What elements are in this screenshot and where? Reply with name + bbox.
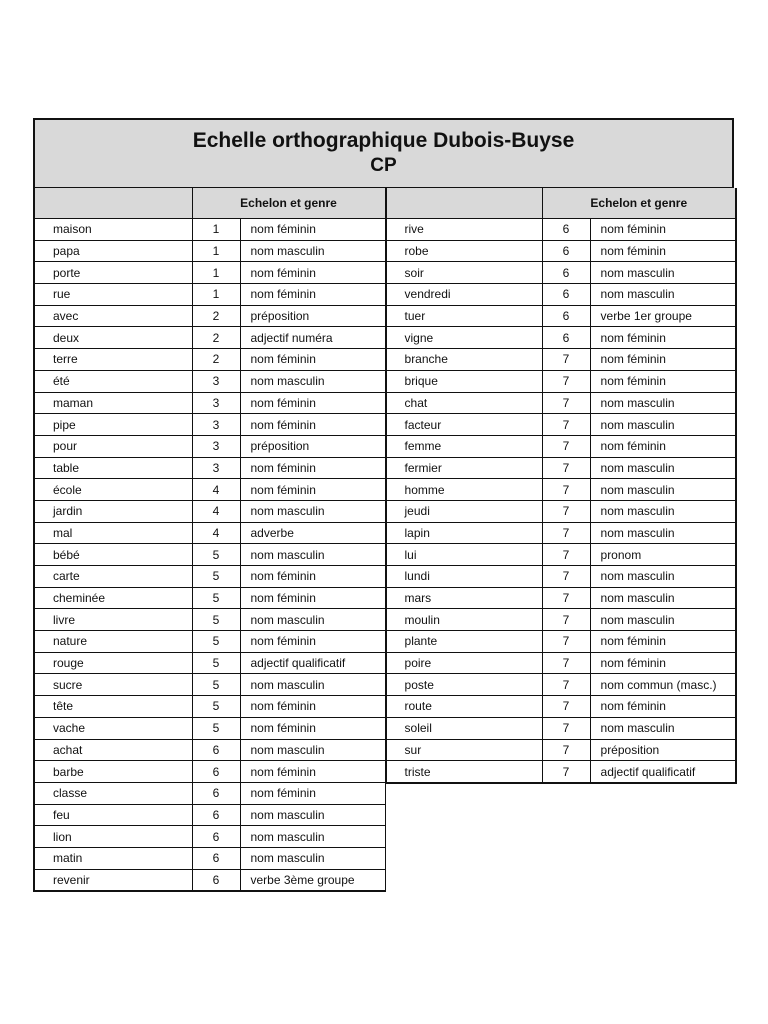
word-cell: livre [34, 609, 192, 631]
genre-cell: nom féminin [240, 761, 385, 783]
word-cell: lundi [386, 566, 542, 588]
left-header-row [34, 188, 385, 219]
word-cell: branche [386, 349, 542, 371]
echelon-cell: 3 [192, 414, 240, 436]
word-cell: rive [386, 219, 542, 241]
genre-cell: adjectif numéra [240, 327, 385, 349]
table-row [386, 717, 736, 739]
echelon-cell: 6 [192, 804, 240, 826]
genre-cell: nom masculin [240, 826, 385, 848]
word-cell: poire [386, 652, 542, 674]
word-cell: poste [386, 674, 542, 696]
echelon-cell: 7 [542, 500, 590, 522]
echelon-cell: 5 [192, 566, 240, 588]
genre-cell: nom féminin [590, 219, 736, 241]
word-cell: sucre [34, 674, 192, 696]
genre-cell: nom féminin [590, 370, 736, 392]
genre-cell: nom féminin [240, 349, 385, 371]
table-row [34, 305, 385, 327]
word-cell: facteur [386, 414, 542, 436]
word-cell: brique [386, 370, 542, 392]
table-row [34, 457, 385, 479]
word-cell: jardin [34, 500, 192, 522]
genre-cell: nom masculin [240, 500, 385, 522]
word-cell: moulin [386, 609, 542, 631]
echelon-cell: 4 [192, 522, 240, 544]
word-cell: revenir [34, 869, 192, 891]
echelon-cell: 6 [542, 284, 590, 306]
table-row [34, 869, 385, 891]
word-cell: matin [34, 847, 192, 869]
word-cell: école [34, 479, 192, 501]
word-cell: mal [34, 522, 192, 544]
echelon-cell: 7 [542, 457, 590, 479]
table-row [34, 761, 385, 783]
table-row [386, 674, 736, 696]
table-row [34, 717, 385, 739]
genre-cell: nom masculin [590, 479, 736, 501]
genre-cell: nom féminin [590, 240, 736, 262]
echelon-cell: 7 [542, 479, 590, 501]
word-cell: classe [34, 782, 192, 804]
table-row [386, 739, 736, 761]
word-cell: barbe [34, 761, 192, 783]
table-row [386, 305, 736, 327]
echelon-cell: 1 [192, 219, 240, 241]
word-cell: papa [34, 240, 192, 262]
table-row [34, 847, 385, 869]
echelon-cell: 1 [192, 240, 240, 262]
echelon-cell: 6 [192, 847, 240, 869]
echelon-cell: 5 [192, 544, 240, 566]
table-row [386, 435, 736, 457]
table-row [34, 739, 385, 761]
echelon-cell: 5 [192, 609, 240, 631]
genre-cell: nom féminin [240, 479, 385, 501]
genre-cell: adverbe [240, 522, 385, 544]
genre-cell: nom masculin [240, 674, 385, 696]
word-cell: jeudi [386, 500, 542, 522]
genre-cell: nom masculin [590, 262, 736, 284]
word-cell: maman [34, 392, 192, 414]
echelon-cell: 6 [542, 240, 590, 262]
genre-cell: nom masculin [590, 717, 736, 739]
title-box [33, 118, 734, 188]
echelon-cell: 5 [192, 631, 240, 653]
genre-cell: nom féminin [240, 566, 385, 588]
document-subtitle: CP [370, 155, 397, 176]
genre-cell: nom masculin [590, 566, 736, 588]
table-row [386, 500, 736, 522]
echelon-cell: 3 [192, 457, 240, 479]
word-cell: table [34, 457, 192, 479]
word-cell: lui [386, 544, 542, 566]
genre-cell: nom féminin [240, 696, 385, 718]
word-cell: avec [34, 305, 192, 327]
echelon-cell: 2 [192, 305, 240, 327]
genre-cell: nom masculin [240, 544, 385, 566]
genre-cell: nom féminin [590, 435, 736, 457]
echelon-cell: 7 [542, 652, 590, 674]
table-row [34, 522, 385, 544]
word-cell: triste [386, 761, 542, 783]
word-cell: deux [34, 327, 192, 349]
word-cell: homme [386, 479, 542, 501]
word-cell: tuer [386, 305, 542, 327]
echelon-cell: 7 [542, 587, 590, 609]
word-cell: femme [386, 435, 542, 457]
echelon-cell: 1 [192, 284, 240, 306]
echelon-cell: 7 [542, 522, 590, 544]
table-row [34, 435, 385, 457]
echelon-cell: 2 [192, 349, 240, 371]
echelon-cell: 6 [192, 782, 240, 804]
genre-cell: adjectif qualificatif [240, 652, 385, 674]
table-row [386, 631, 736, 653]
echelon-cell: 1 [192, 262, 240, 284]
genre-cell: nom féminin [240, 782, 385, 804]
echelon-cell: 6 [192, 761, 240, 783]
word-cell: feu [34, 804, 192, 826]
table-row [386, 566, 736, 588]
genre-cell: nom féminin [240, 457, 385, 479]
table-row [34, 696, 385, 718]
table-row [34, 804, 385, 826]
echelon-cell: 4 [192, 500, 240, 522]
table-row [34, 240, 385, 262]
table-row [386, 587, 736, 609]
echelon-cell: 6 [542, 305, 590, 327]
genre-cell: nom masculin [240, 609, 385, 631]
echelon-cell: 5 [192, 696, 240, 718]
genre-cell: nom féminin [590, 696, 736, 718]
table-row [34, 479, 385, 501]
word-cell: vendredi [386, 284, 542, 306]
table-row [34, 500, 385, 522]
echelon-cell: 7 [542, 414, 590, 436]
document-title: Echelle orthographique Dubois-Buyse [192, 129, 575, 152]
genre-cell: adjectif qualificatif [590, 761, 736, 783]
word-cell: sur [386, 739, 542, 761]
genre-cell: préposition [240, 305, 385, 327]
echelon-cell: 7 [542, 717, 590, 739]
word-cell: pipe [34, 414, 192, 436]
left-word-table [33, 188, 386, 892]
table-columns [33, 188, 734, 892]
genre-cell: nom masculin [590, 392, 736, 414]
echelon-cell: 7 [542, 696, 590, 718]
table-row [386, 761, 736, 783]
right-word-table [386, 188, 738, 784]
word-cell: rouge [34, 652, 192, 674]
genre-cell: nom masculin [240, 804, 385, 826]
word-cell: mars [386, 587, 542, 609]
genre-cell: nom féminin [240, 262, 385, 284]
table-row [34, 219, 385, 241]
spelling-scale-sheet [33, 118, 734, 892]
table-row [386, 609, 736, 631]
echelon-cell: 7 [542, 349, 590, 371]
table-row [34, 392, 385, 414]
table-row [34, 370, 385, 392]
right-word-header [386, 188, 542, 219]
table-row [386, 522, 736, 544]
echelon-cell: 5 [192, 587, 240, 609]
genre-cell: nom masculin [590, 414, 736, 436]
echelon-cell: 7 [542, 392, 590, 414]
echelon-cell: 2 [192, 327, 240, 349]
right-echelon-genre-header: Echelon et genre [542, 188, 736, 219]
echelon-cell: 5 [192, 674, 240, 696]
echelon-cell: 7 [542, 544, 590, 566]
genre-cell: nom féminin [590, 652, 736, 674]
table-row [386, 544, 736, 566]
table-row [34, 284, 385, 306]
table-row [386, 327, 736, 349]
table-row [386, 652, 736, 674]
table-row [34, 826, 385, 848]
genre-cell: nom féminin [240, 392, 385, 414]
echelon-cell: 6 [192, 739, 240, 761]
word-cell: fermier [386, 457, 542, 479]
echelon-cell: 3 [192, 435, 240, 457]
echelon-cell: 7 [542, 435, 590, 457]
table-row [34, 349, 385, 371]
echelon-cell: 6 [542, 219, 590, 241]
word-cell: achat [34, 739, 192, 761]
word-cell: route [386, 696, 542, 718]
right-header-row [386, 188, 736, 219]
table-row [386, 370, 736, 392]
table-row [386, 414, 736, 436]
echelon-cell: 6 [542, 262, 590, 284]
table-row [386, 696, 736, 718]
echelon-cell: 6 [192, 869, 240, 891]
word-cell: maison [34, 219, 192, 241]
word-cell: lion [34, 826, 192, 848]
genre-cell: nom masculin [240, 739, 385, 761]
word-cell: lapin [386, 522, 542, 544]
word-cell: porte [34, 262, 192, 284]
left-table-body [34, 219, 385, 892]
table-row [386, 479, 736, 501]
echelon-cell: 7 [542, 609, 590, 631]
echelon-cell: 7 [542, 761, 590, 783]
echelon-cell: 7 [542, 739, 590, 761]
table-row [386, 457, 736, 479]
word-cell: cheminée [34, 587, 192, 609]
table-row [34, 587, 385, 609]
echelon-cell: 3 [192, 392, 240, 414]
echelon-cell: 6 [542, 327, 590, 349]
genre-cell: préposition [240, 435, 385, 457]
genre-cell: nom féminin [240, 587, 385, 609]
echelon-cell: 5 [192, 652, 240, 674]
genre-cell: nom féminin [240, 284, 385, 306]
echelon-cell: 7 [542, 566, 590, 588]
genre-cell: nom masculin [240, 240, 385, 262]
table-row [34, 652, 385, 674]
word-cell: nature [34, 631, 192, 653]
right-table-body [386, 219, 736, 783]
word-cell: chat [386, 392, 542, 414]
genre-cell: nom masculin [590, 500, 736, 522]
echelon-cell: 7 [542, 631, 590, 653]
genre-cell: verbe 3ème groupe [240, 869, 385, 891]
table-row [386, 219, 736, 241]
word-cell: vache [34, 717, 192, 739]
table-row [386, 262, 736, 284]
word-cell: carte [34, 566, 192, 588]
table-row [386, 392, 736, 414]
genre-cell: pronom [590, 544, 736, 566]
table-row [34, 544, 385, 566]
genre-cell: verbe 1er groupe [590, 305, 736, 327]
word-cell: tête [34, 696, 192, 718]
table-row [34, 609, 385, 631]
word-cell: vigne [386, 327, 542, 349]
genre-cell: nom commun (masc.) [590, 674, 736, 696]
left-word-header [34, 188, 192, 219]
word-cell: rue [34, 284, 192, 306]
table-row [386, 284, 736, 306]
table-row [34, 414, 385, 436]
genre-cell: nom masculin [590, 609, 736, 631]
genre-cell: nom féminin [590, 327, 736, 349]
genre-cell: nom masculin [590, 522, 736, 544]
genre-cell: nom féminin [240, 717, 385, 739]
table-row [34, 782, 385, 804]
echelon-cell: 7 [542, 674, 590, 696]
table-row [386, 240, 736, 262]
genre-cell: nom féminin [590, 349, 736, 371]
table-row [34, 674, 385, 696]
genre-cell: nom masculin [590, 457, 736, 479]
word-cell: plante [386, 631, 542, 653]
word-cell: robe [386, 240, 542, 262]
genre-cell: nom masculin [590, 587, 736, 609]
echelon-cell: 7 [542, 370, 590, 392]
word-cell: été [34, 370, 192, 392]
genre-cell: nom masculin [240, 847, 385, 869]
table-row [34, 327, 385, 349]
genre-cell: nom féminin [590, 631, 736, 653]
genre-cell: préposition [590, 739, 736, 761]
genre-cell: nom féminin [240, 219, 385, 241]
genre-cell: nom masculin [240, 370, 385, 392]
table-row [34, 566, 385, 588]
echelon-cell: 4 [192, 479, 240, 501]
word-cell: bébé [34, 544, 192, 566]
word-cell: terre [34, 349, 192, 371]
echelon-cell: 6 [192, 826, 240, 848]
word-cell: soir [386, 262, 542, 284]
genre-cell: nom féminin [240, 631, 385, 653]
table-row [34, 631, 385, 653]
word-cell: pour [34, 435, 192, 457]
left-echelon-genre-header: Echelon et genre [192, 188, 385, 219]
echelon-cell: 5 [192, 717, 240, 739]
table-row [386, 349, 736, 371]
genre-cell: nom féminin [240, 414, 385, 436]
echelon-cell: 3 [192, 370, 240, 392]
genre-cell: nom masculin [590, 284, 736, 306]
word-cell: soleil [386, 717, 542, 739]
table-row [34, 262, 385, 284]
